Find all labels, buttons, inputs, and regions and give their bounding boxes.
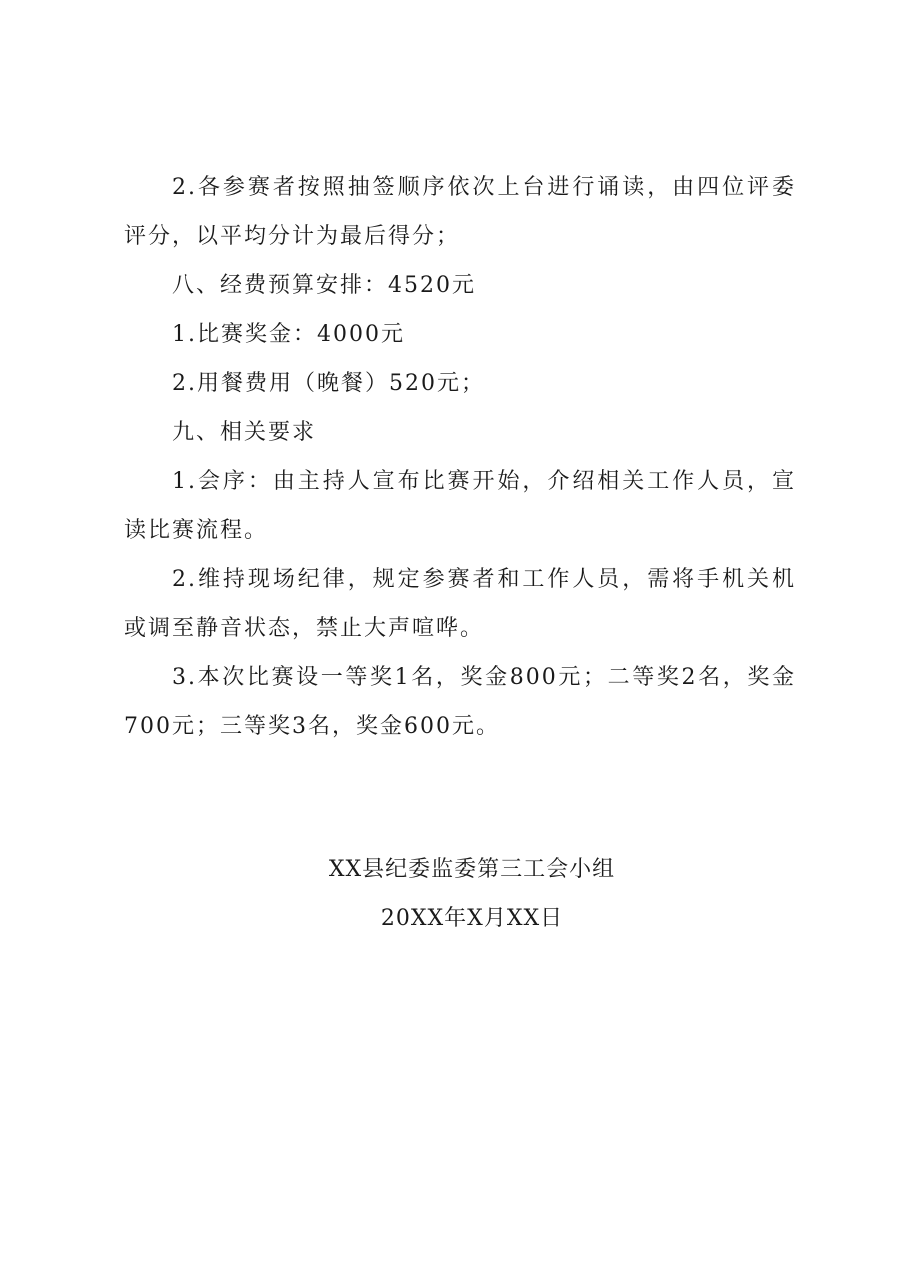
paragraph-awards: 3.本次比赛设一等奖1名，奖金800元；二等奖2名，奖金700元；三等奖3名，奖金600元。 (124, 665, 796, 739)
paragraph-scoring-rule: 2.各参赛者按照抽签顺序依次上台进行诵读，由四位评委评分，以平均分计为最后得分； (124, 175, 796, 249)
section-heading-budget: 八、经费预算安排：4520元 (172, 273, 476, 298)
signature-date: 20XX年X月XX日 (380, 906, 564, 931)
paragraph-prize-money: 1.比赛奖金：4000元 (172, 322, 405, 347)
document-body (124, 163, 796, 751)
paragraph-meal-cost: 2.用餐费用（晚餐）520元； (172, 371, 485, 396)
section-heading-requirements: 九、相关要求 (172, 420, 317, 445)
signature-organization: XX县纪委监委第三工会小组 (328, 857, 616, 882)
signature-block (124, 845, 796, 943)
paragraph-discipline: 2.维持现场纪律，规定参赛者和工作人员，需将手机关机或调至静音状态，禁止大声喧哗。 (124, 567, 796, 641)
paragraph-meeting-order: 1.会序：由主持人宣布比赛开始，介绍相关工作人员，宣读比赛流程。 (124, 469, 796, 543)
